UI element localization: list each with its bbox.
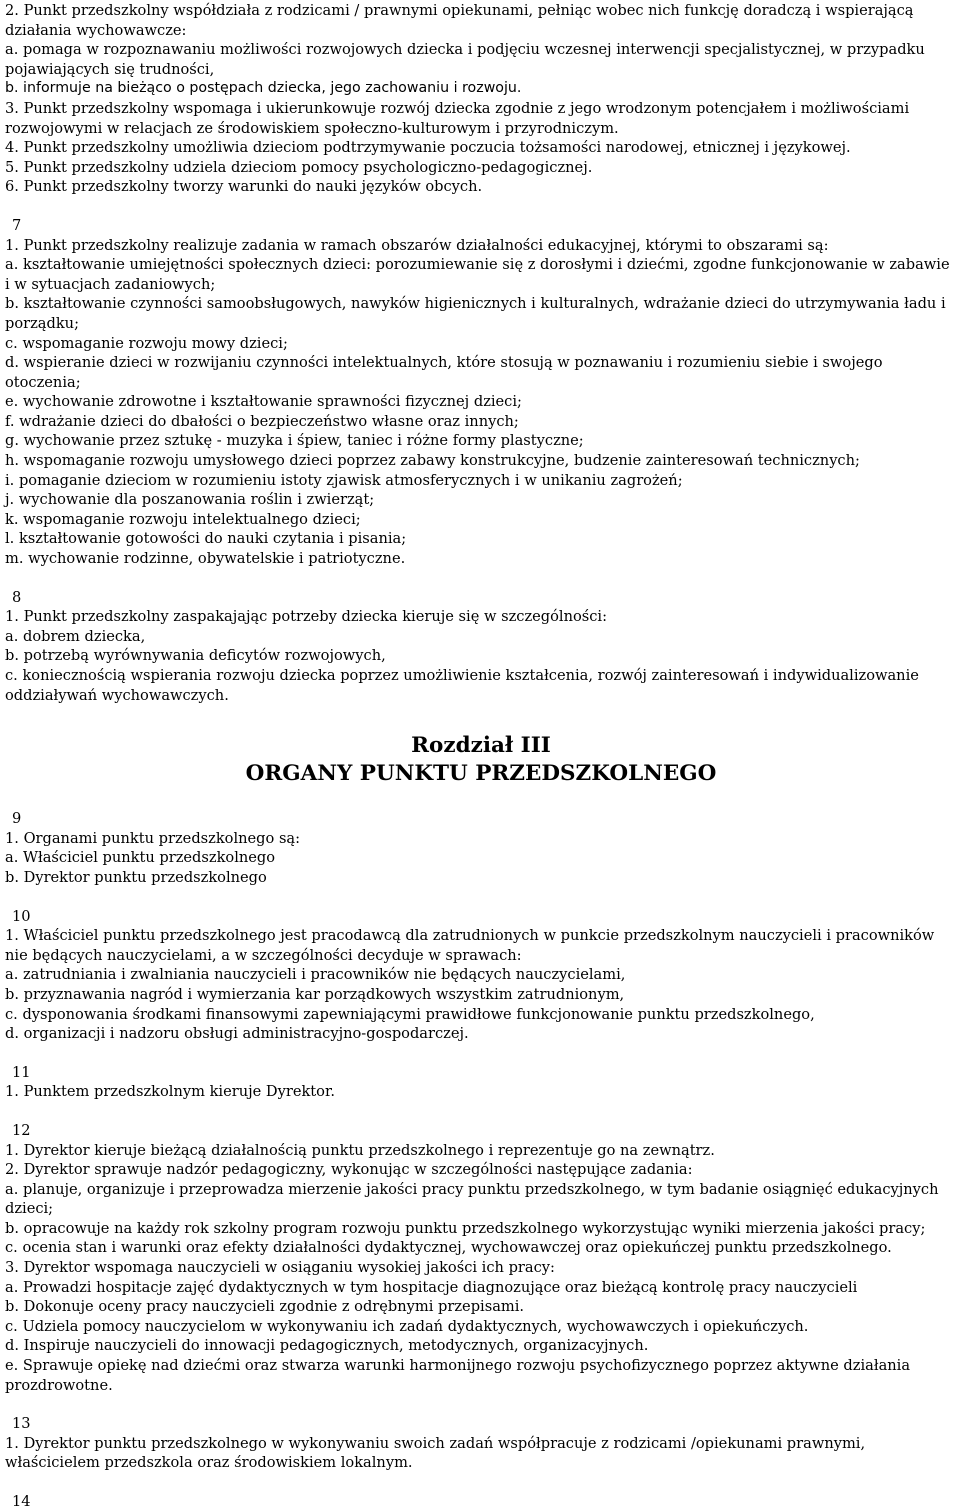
text-line: h. wspomaganie rozwoju umysłowego dzieci poprzez zabawy konstrukcyjne, budzenie zainteresowań technicznych;: [5, 452, 860, 470]
section-14: [5, 1492, 957, 1512]
text-line: l. kształtowanie gotowości do nauki czytania i pisania;: [5, 530, 407, 548]
chapter-subtitle: ORGANY PUNKTU PRZEDSZKOLNEGO: [245, 761, 717, 787]
section-number: 7: [12, 216, 22, 234]
text-line: c. ocenia stan i warunki oraz efekty działalności dydaktycznej, wychowawczej oraz opiekuńczej punktu przedszkolnego.: [5, 1239, 892, 1257]
section-number: 11: [12, 1063, 31, 1081]
text-line: 3. Dyrektor wspomaga nauczycieli w osiąganiu wysokiej jakości ich pracy:: [5, 1259, 555, 1277]
text-line: 3. Punkt przedszkolny wspomaga i ukierunkowuje rozwój dziecka zgodnie z jego wrodzonym potencjałem i możliwościami rozwojowymi w relacjach ze środowiskiem społeczno-kulturowym i przyrodniczym.: [5, 99, 910, 137]
text-line: f. wdrażanie dzieci do dbałości o bezpieczeństwo własne oraz innych;: [5, 412, 519, 430]
section-number: 14: [12, 1493, 31, 1510]
text-line: 5. Punkt przedszkolny udziela dzieciom pomocy psychologiczno-pedagogicznej.: [5, 158, 593, 176]
section-13: [5, 1414, 957, 1473]
text-line: b. opracowuje na każdy rok szkolny program rozwoju punktu przedszkolnego wykorzystując wyniki mierzenia jakości pracy;: [5, 1219, 926, 1237]
text-line: b. informuje na bieżąco o postępach dziecka, jego zachowaniu i rozwoju.: [5, 80, 522, 97]
text-line: 2. Dyrektor sprawuje nadzór pedagogiczny, wykonując w szczególności następujące zadania:: [5, 1161, 693, 1179]
section-10: [5, 907, 957, 1044]
text-line: a. planuje, organizuje i przeprowadza mierzenie jakości pracy punktu przedszkolnego, w tym badanie osiągnięć edukacyjnych dzieci;: [5, 1180, 939, 1218]
section-8: [5, 588, 957, 706]
text-line: 2. Punkt przedszkolny współdziała z rodzicami / prawnymi opiekunami, pełniąc wobec nich funkcję doradczą i wspierającą działania wychowawcze:: [5, 2, 914, 39]
chapter-heading: [5, 732, 957, 788]
section-number: 9: [12, 810, 22, 828]
text-line: a. dobrem dziecka,: [5, 627, 146, 645]
text-line: a. pomaga w rozpoznawaniu możliwości rozwojowych dziecka i podjęciu wczesnej interwencji specjalistycznej, w przypadku pojawiających się trudności,: [5, 41, 925, 78]
text-line: d. wspieranie dzieci w rozwijaniu czynności intelektualnych, które stosują w poznawaniu i rozumieniu siebie i swojego otoczenia;: [5, 354, 883, 391]
text-line: a. zatrudniania i zwalniania nauczycieli i pracowników nie będących nauczycielami,: [5, 966, 626, 984]
section-number: 13: [12, 1415, 31, 1433]
section-number: 12: [12, 1121, 31, 1139]
text-line: j. wychowanie dla poszanowania roślin i zwierząt;: [5, 491, 375, 509]
section-7: [5, 216, 957, 569]
text-line: b. potrzebą wyrównywania deficytów rozwojowych,: [5, 647, 386, 665]
text-line: a. kształtowanie umiejętności społecznych dzieci: porozumiewanie się z dorosłymi i dziećmi, zgodne funkcjonowanie w zabawie i w sytuacjach zadaniowych;: [5, 256, 950, 293]
text-line: 1. Dyrektor kieruje bieżącą działalnością punktu przedszkolnego i reprezentuje go na zewnątrz.: [5, 1141, 715, 1159]
section-12: [5, 1121, 957, 1395]
text-line: 1. Punkt przedszkolny realizuje zadania w ramach obszarów działalności edukacyjnej, którymi to obszarami są:: [5, 236, 829, 254]
section-9: [5, 809, 957, 887]
text-line: m. wychowanie rodzinne, obywatelskie i patriotyczne.: [5, 550, 406, 568]
document-page: [5, 1, 957, 1512]
text-line: e. wychowanie zdrowotne i kształtowanie sprawności fizycznej dzieci;: [5, 393, 522, 411]
text-line: c. Udziela pomocy nauczycielom w wykonywaniu ich zadań dydaktycznych, wychowawczych i opiekuńczych.: [5, 1317, 809, 1335]
text-line: b. Dokonuje oceny pracy nauczycieli zgodnie z odrębnymi przepisami.: [5, 1298, 525, 1316]
section-11: [5, 1063, 957, 1102]
text-line: 1. Właściciel punktu przedszkolnego jest pracodawcą dla zatrudnionych w punkcie przedszkolnym nauczycieli i pracowników nie będących nauczycielami, a w szczególności decyduje w sprawach:: [5, 927, 935, 964]
section-number: 8: [12, 588, 22, 606]
text-line: b. przyznawania nagród i wymierzania kar porządkowych wszystkim zatrudnionym,: [5, 985, 625, 1003]
text-line: c. wspomaganie rozwoju mowy dzieci;: [5, 334, 288, 352]
text-line: d. organizacji i nadzoru obsługi administracyjno-gospodarczej.: [5, 1025, 469, 1043]
text-line: 1. Dyrektor punktu przedszkolnego w wykonywaniu swoich zadań współpracuje z rodzicami /opiekunami prawnymi, właścicielem przedszkola oraz środowiskiem lokalnym.: [5, 1434, 866, 1472]
text-line: d. Inspiruje nauczycieli do innowacji pedagogicznych, metodycznych, organizacyjnych.: [5, 1337, 649, 1355]
text-line: b. kształtowanie czynności samoobsługowych, nawyków higienicznych i kulturalnych, wdrażanie dzieci do utrzymywania ładu i porządku;: [5, 295, 946, 332]
text-line: a. Właściciel punktu przedszkolnego: [5, 849, 276, 867]
text-line: e. Sprawuje opiekę nad dziećmi oraz stwarza warunki harmonijnego rozwoju psychofizycznego poprzez aktywne działania prozdrowotne.: [5, 1357, 911, 1394]
text-line: c. koniecznością wspierania rozwoju dziecka poprzez umożliwienie kształcenia, rozwój zainteresowań i indywidualizowanie oddziaływań wychowawczych.: [5, 667, 919, 704]
text-line: k. wspomaganie rozwoju intelektualnego dzieci;: [5, 510, 361, 528]
text-line: g. wychowanie przez sztukę - muzyka i śpiew, taniec i różne formy plastyczne;: [5, 432, 584, 450]
text-line: b. Dyrektor punktu przedszkolnego: [5, 868, 267, 886]
text-line: 6. Punkt przedszkolny tworzy warunki do nauki języków obcych.: [5, 178, 483, 196]
text-line: i. pomaganie dzieciom w rozumieniu istoty zjawisk atmosferycznych i w unikaniu zagrożeń;: [5, 471, 683, 489]
text-line: a. Prowadzi hospitacje zajęć dydaktycznych w tym hospitacje diagnozujące oraz bieżącą kontrolę pracy nauczycieli: [5, 1278, 858, 1296]
chapter-title: Rozdział III: [411, 733, 551, 759]
text-line: 1. Punkt przedszkolny zaspakajając potrzeby dziecka kieruje się w szczególności:: [5, 608, 607, 626]
text-line: c. dysponowania środkami finansowymi zapewniającymi prawidłowe funkcjonowanie punktu przedszkolnego,: [5, 1005, 815, 1023]
text-line: 1. Organami punktu przedszkolnego są:: [5, 829, 301, 847]
statute-block-paragraph-6: [5, 1, 957, 197]
text-line: 4. Punkt przedszkolny umożliwia dzieciom podtrzymywanie poczucia tożsamości narodowej, etnicznej i językowej.: [5, 139, 851, 157]
section-number: 10: [12, 907, 31, 925]
text-line: 1. Punktem przedszkolnym kieruje Dyrektor.: [5, 1083, 335, 1101]
